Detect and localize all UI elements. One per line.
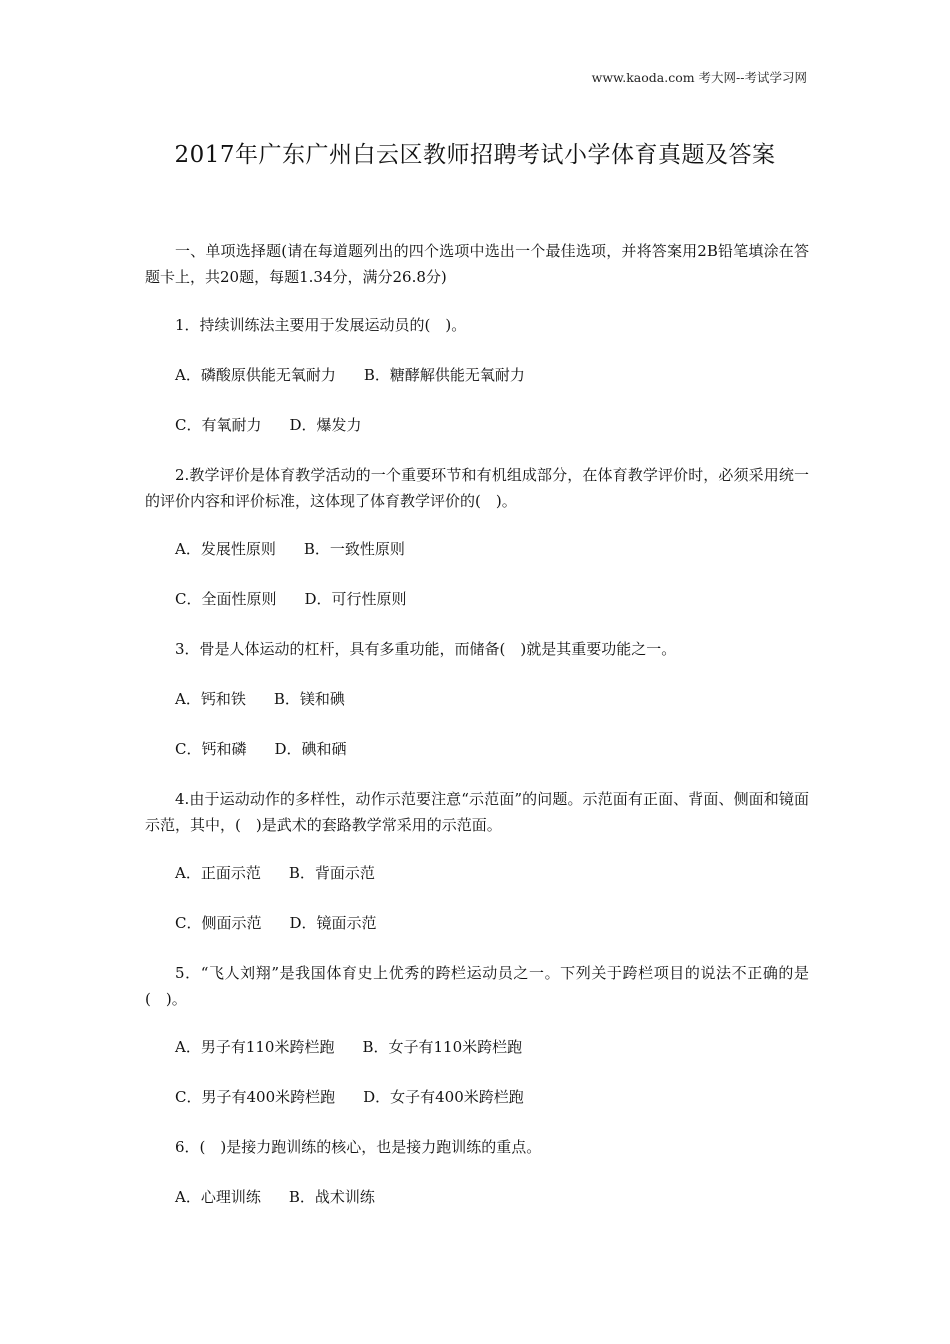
option: A．钙和铁	[175, 690, 246, 708]
option-row	[145, 686, 809, 712]
option: A．磷酸原供能无氧耐力	[175, 366, 336, 384]
option: A．正面示范	[175, 864, 261, 882]
option: D．镜面示范	[289, 914, 377, 932]
option: B．背面示范	[288, 864, 375, 882]
option-row	[145, 910, 809, 936]
option-row	[145, 1084, 809, 1110]
site-header: www.kaoda.com 考大网--考试学习网	[591, 70, 807, 85]
option-row	[145, 412, 809, 438]
option: D．碘和硒	[274, 740, 347, 758]
document-title: 2017年广东广州白云区教师招聘考试小学体育真题及答案	[174, 142, 776, 168]
question-stem: 6．( )是接力跑训练的核心，也是接力跑训练的重点。	[175, 1138, 542, 1156]
question-stem: 3．骨是人体运动的杠杆，具有多重功能，而储备( )就是其重要功能之一。	[175, 640, 677, 658]
question-stem: 5．“飞人刘翔”是我国体育史上优秀的跨栏运动员之一。下列关于跨栏项目的说法不正确的是( )。	[145, 964, 809, 1008]
question-stem: 1．持续训练法主要用于发展运动员的( )。	[175, 316, 467, 334]
question-stem: 2.教学评价是体育教学活动的一个重要环节和有机组成部分，在体育教学评价时，必须采用统一的评价内容和评价标准，这体现了体育教学评价的( )。	[145, 466, 809, 510]
option: B．糖酵解供能无氧耐力	[363, 366, 525, 384]
option-row	[145, 736, 809, 762]
option: B．女子有110米跨栏跑	[362, 1038, 523, 1056]
option-row	[145, 860, 809, 886]
option: D．女子有400米跨栏跑	[363, 1088, 524, 1106]
option: A．男子有110米跨栏跑	[175, 1038, 335, 1056]
option-row	[145, 362, 809, 388]
option: B．一致性原则	[303, 540, 405, 558]
option: C．有氧耐力	[175, 416, 262, 434]
option: C．全面性原则	[175, 590, 277, 608]
option: B．镁和碘	[273, 690, 345, 708]
question-stem: 4.由于运动动作的多样性，动作示范要注意“示范面”的问题。示范面有正面、背面、侧面和镜面示范，其中，( )是武术的套路教学常采用的示范面。	[145, 790, 809, 834]
option: A．发展性原则	[175, 540, 276, 558]
option-row	[145, 1184, 809, 1210]
option-row	[145, 536, 809, 562]
option-row	[145, 586, 809, 612]
option: D．可行性原则	[304, 590, 407, 608]
option-row	[145, 1034, 809, 1060]
section-heading: 一、单项选择题(请在每道题列出的四个选项中选出一个最佳选项，并将答案用2B铅笔填涂在答题卡上，共20题，每题1.34分，满分26.8分)	[145, 242, 809, 286]
option: B．战术训练	[288, 1188, 375, 1206]
option: D．爆发力	[289, 416, 362, 434]
document-body	[145, 238, 809, 1234]
option: A．心理训练	[175, 1188, 261, 1206]
option: C．钙和磷	[175, 740, 247, 758]
option: C．侧面示范	[175, 914, 262, 932]
option: C．男子有400米跨栏跑	[175, 1088, 336, 1106]
